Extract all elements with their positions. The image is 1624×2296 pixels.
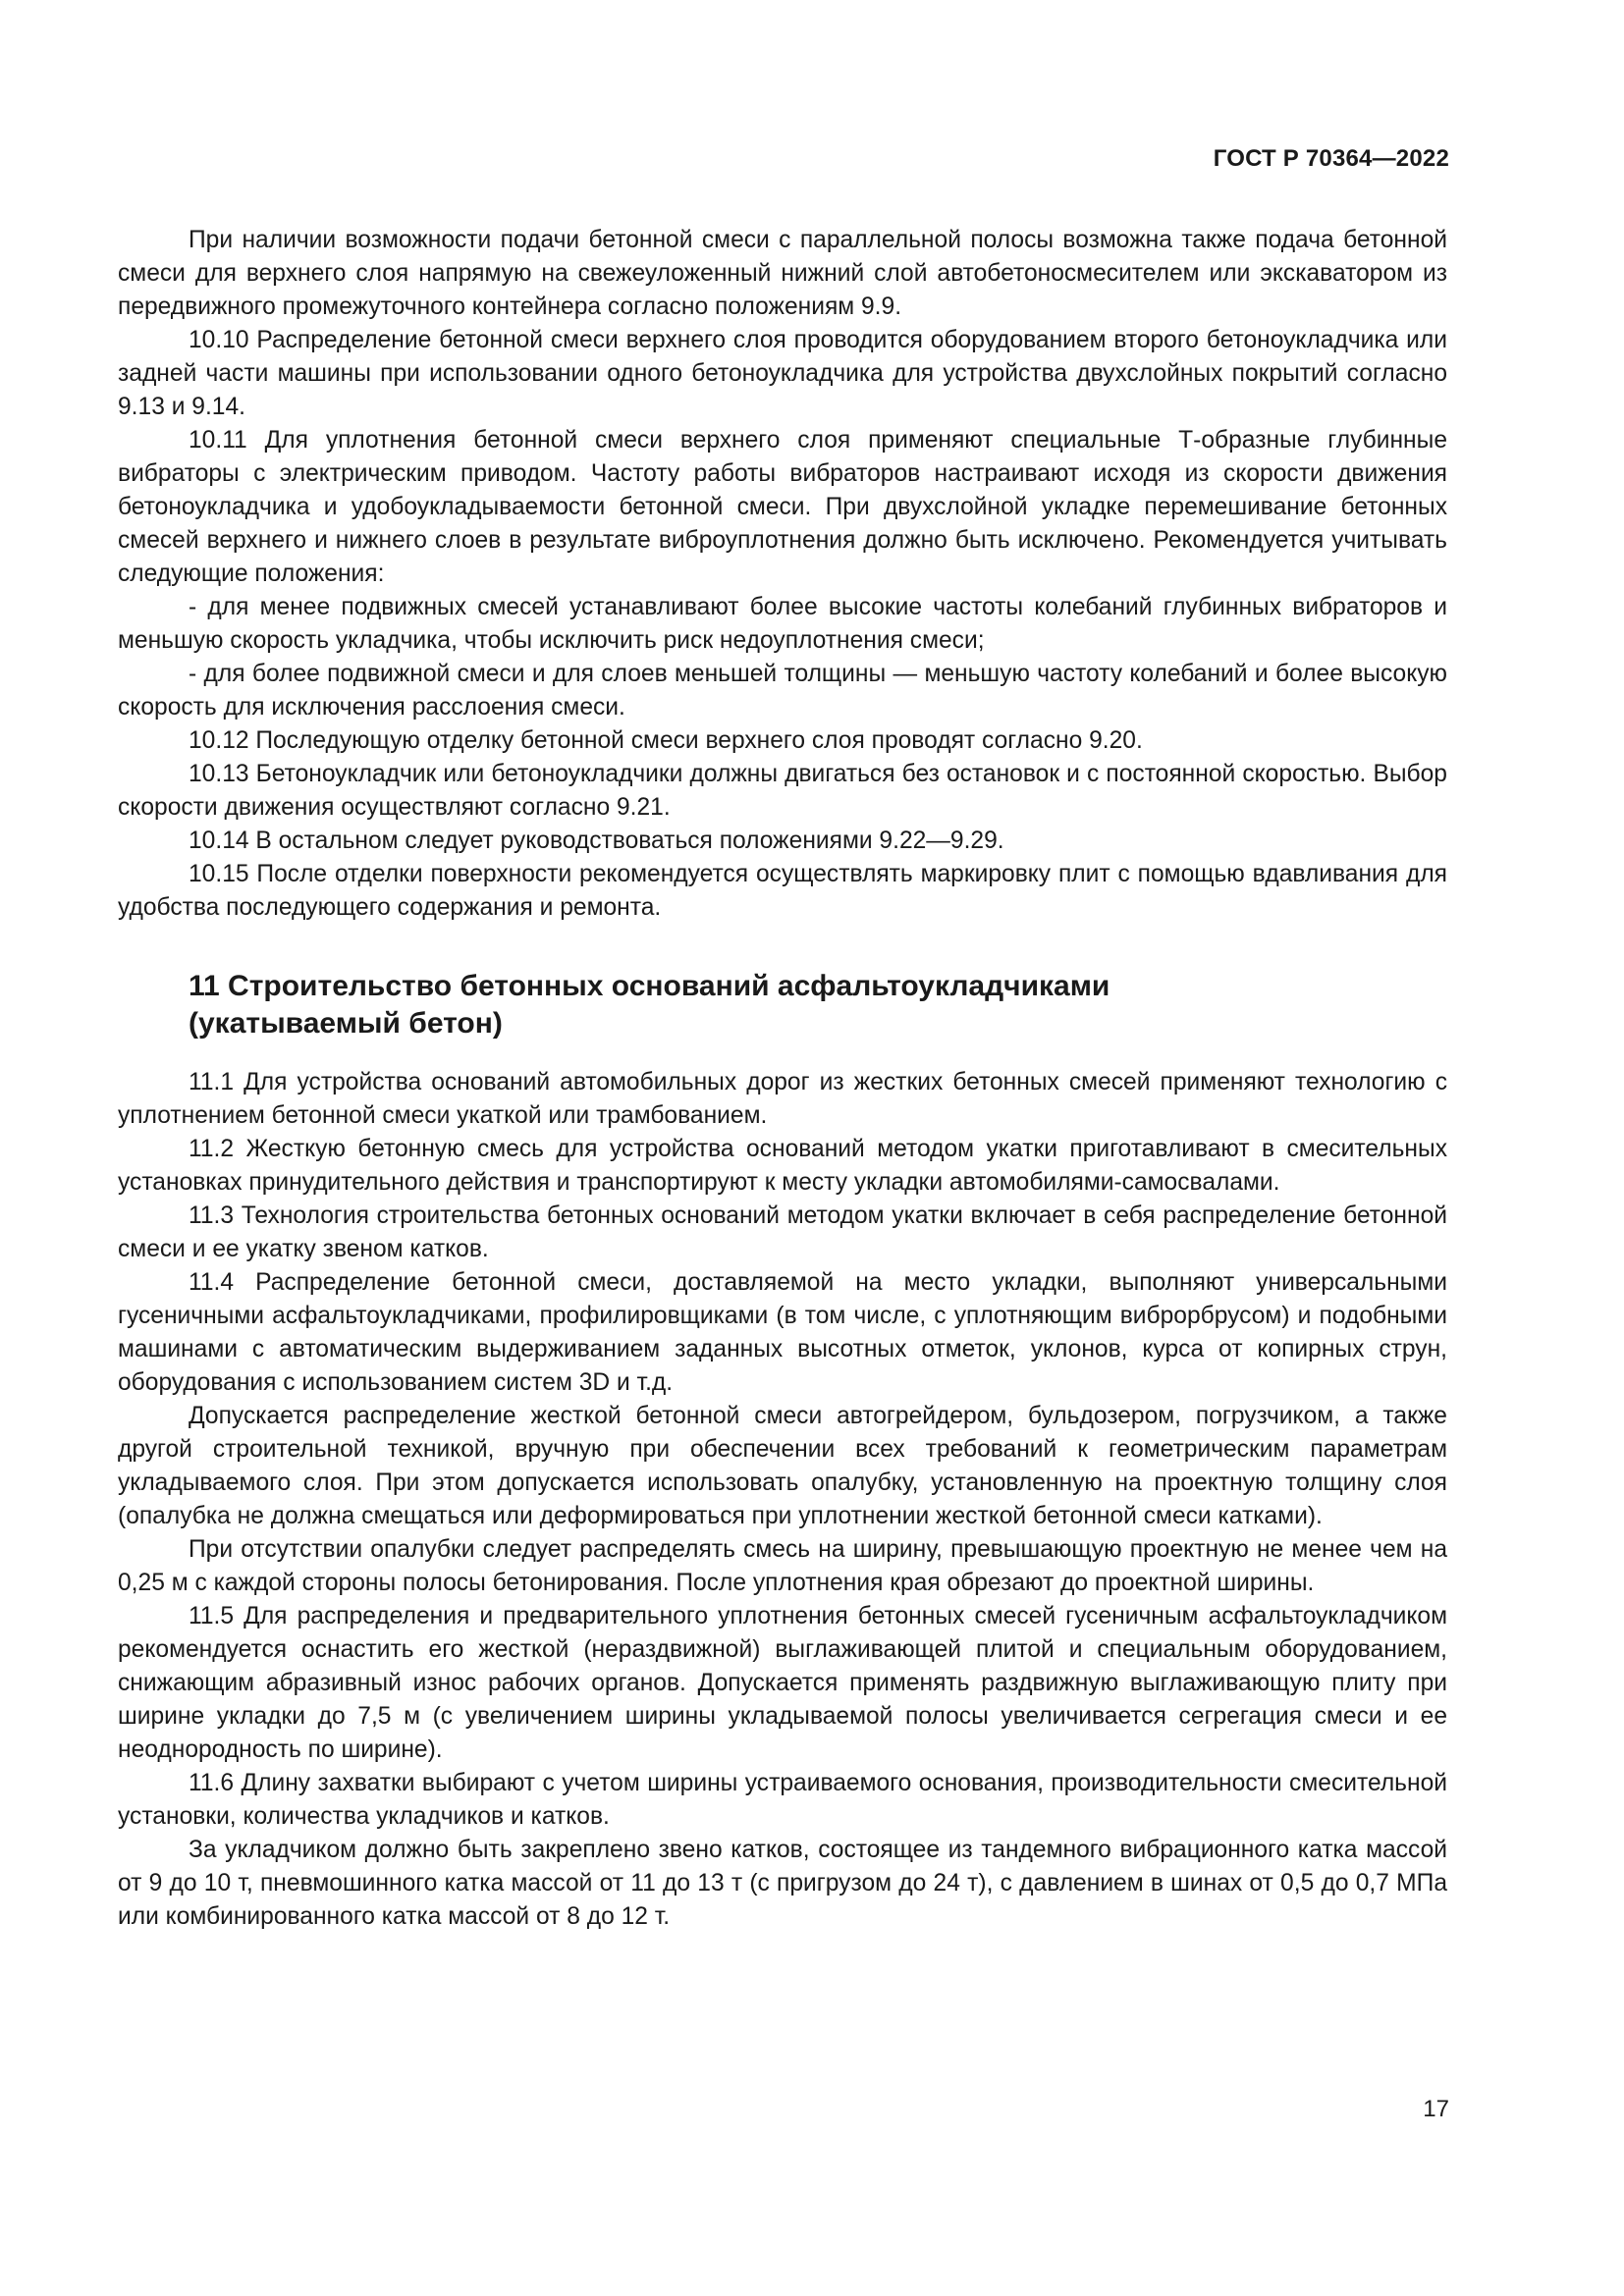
paragraph: При отсутствии опалубки следует распределять смесь на ширину, превышающую проектную не менее чем на 0,25 м с каждой стороны полосы бетонирования. После уплотнения края обрезают до проектной ширины. (118, 1536, 1447, 1596)
section-title-line: 11 Строительство бетонных оснований асфальтоукладчиками (189, 970, 1110, 1002)
section-title-line: (укатываемый бетон) (189, 1007, 503, 1040)
paragraph-11-4: 11.4 Распределение бетонной смеси, доставляемой на место укладки, выполняют универсальными гусеничными асфальтоукладчиками, профилировщиками (в том числе, с уплотняющим виброрбрусом) и подобными машинами с автоматическим выдерживанием заданных высотных отметок, уклонов, курса от копирных струн, оборудования с использованием систем 3D и т.д. (118, 1269, 1447, 1396)
paragraph: Допускается распределение жесткой бетонной смеси автогрейдером, бульдозером, погрузчиком, а также другой строительной техникой, вручную при обеспечении всех требований к геометрическим параметрам укладываемого слоя. При этом допускается использовать опалубку, установленную на проектную толщину слоя (опалубка не должна смещаться или деформироваться при уплотнении жесткой бетонной смеси катками). (118, 1403, 1447, 1529)
paragraph-10-10: 10.10 Распределение бетонной смеси верхнего слоя проводится оборудованием второго бетоноукладчика или задней части машины при использовании одного бетоноукладчика для устройства двухслойных покрытий согласно 9.13 и 9.14. (118, 327, 1447, 420)
paragraph-11-6: 11.6 Длину захватки выбирают с учетом ширины устраиваемого основания, производительности смесительной установки, количества укладчиков и катков. (118, 1770, 1447, 1830)
paragraph-11-3: 11.3 Технология строительства бетонных оснований методом укатки включает в себя распределение бетонной смеси и ее укатку звеном катков. (118, 1202, 1447, 1262)
main-text (118, 224, 1447, 1934)
paragraph-10-12: 10.12 Последующую отделку бетонной смеси верхнего слоя проводят согласно 9.20. (189, 727, 1143, 754)
paragraph-10-14: 10.14 В остальном следует руководствоваться положениями 9.22—9.29. (189, 828, 1004, 854)
paragraph: За укладчиком должно быть закреплено звено катков, состоящее из тандемного вибрационного катка массой от 9 до 10 т, пневмошинного катка массой от 11 до 13 т (с пригрузом до 24 т), с давлением в шинах от 0,5 до 0,7 МПа или комбинированного катка массой от 8 до 12 т. (118, 1837, 1447, 1930)
paragraph-11-2: 11.2 Жесткую бетонную смесь для устройства оснований методом укатки приготавливают в смесительных установках принудительного действия и транспортируют к месту укладки автомобилями-самосвалами. (118, 1136, 1447, 1196)
page-number: 17 (1423, 2096, 1449, 2122)
list-item: - для менее подвижных смесей устанавливают более высокие частоты колебаний глубинных вибраторов и меньшую скорость укладчика, чтобы исключить риск недоуплотнения смеси; (118, 594, 1447, 654)
paragraph: При наличии возможности подачи бетонной смеси с параллельной полосы возможна также подача бетонной смеси для верхнего слоя напрямую на свежеуложенный нижний слой автобетоносмесителем или экскаватором из передвижного промежуточного контейнера согласно положениям 9.9. (118, 227, 1447, 320)
paragraph-10-13: 10.13 Бетоноукладчик или бетоноукладчики должны двигаться без остановок и с постоянной скоростью. Выбор скорости движения осуществляют согласно 9.21. (118, 761, 1447, 821)
paragraph-11-1: 11.1 Для устройства оснований автомобильных дорог из жестких бетонных смесей применяют технологию с уплотнением бетонной смеси укаткой или трамбованием. (118, 1069, 1447, 1129)
paragraph-10-15: 10.15 После отделки поверхности рекомендуется осуществлять маркировку плит с помощью вдавливания для удобства последующего содержания и ремонта. (118, 861, 1447, 921)
paragraph-10-11: 10.11 Для уплотнения бетонной смеси верхнего слоя применяют специальные Т-образные глубинные вибраторы с электрическим приводом. Частоту работы вибраторов настраивают исходя из скорости движения бетоноукладчика и удобоукладываемости бетонной смеси. При двухслойной укладке перемешивание бетонных смесей верхнего и нижнего слоев в результате виброуплотнения должно быть исключено. Рекомендуется учитывать следующие положения: (118, 427, 1447, 587)
paragraph-11-5: 11.5 Для распределения и предварительного уплотнения бетонных смесей гусеничным асфальтоукладчиком рекомендуется оснастить его жесткой (нераздвижной) выглаживающей плитой и специальным оборудованием, снижающим абразивный износ рабочих органов. Допускается применять раздвижную выглаживающую плиту при ширине укладки до 7,5 м (с увеличением ширины укладываемой полосы увеличивается сегрегация смеси и ее неоднородность по ширине). (118, 1603, 1447, 1763)
section-heading-11 (189, 968, 1447, 1042)
document-code: ГОСТ Р 70364—2022 (1213, 145, 1449, 172)
list-item: - для более подвижной смеси и для слоев меньшей толщины — меньшую частоту колебаний и более высокую скорость для исключения расслоения смеси. (118, 661, 1447, 721)
